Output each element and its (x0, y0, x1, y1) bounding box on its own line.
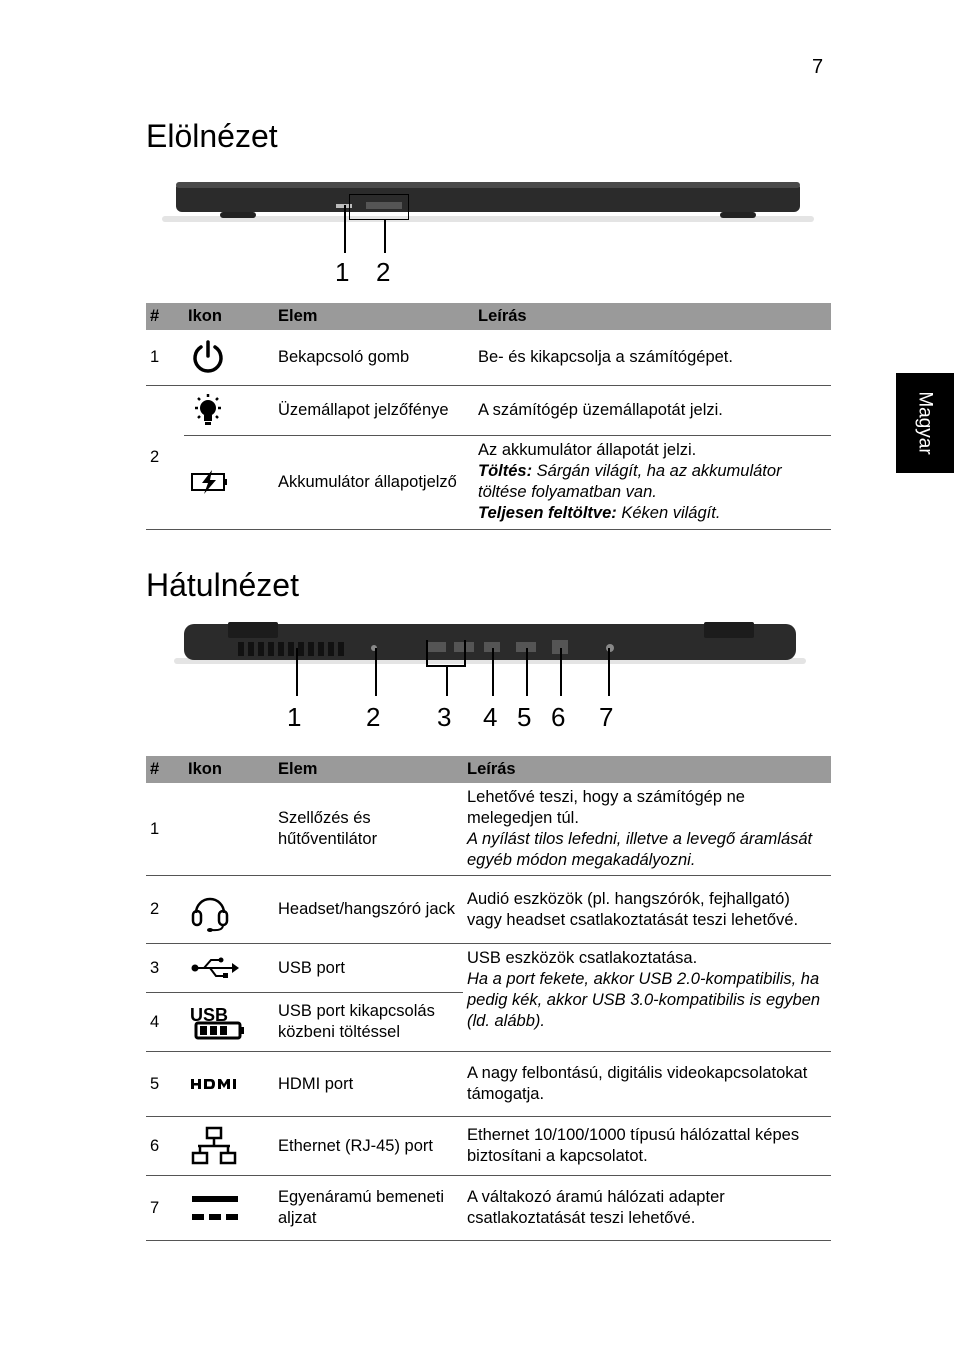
row-desc: Be- és kikapcsolja a számítógépet. (474, 330, 831, 385)
row-desc: Az akkumulátor állapotát jelzi. (478, 441, 697, 459)
front-table (146, 303, 831, 530)
row-num: 4 (146, 993, 184, 1052)
front-table-header (146, 303, 831, 330)
rear-callout-line-3b (464, 640, 466, 666)
row-num: 1 (146, 783, 184, 876)
charging-label: Töltés: (478, 462, 533, 480)
header-icon: Ikon (184, 756, 274, 783)
table-row (146, 1117, 831, 1176)
front-callout-line-2 (384, 219, 386, 253)
rear-callout-3: 3 (437, 702, 452, 732)
table-row (146, 385, 831, 435)
header-icon: Ikon (184, 303, 274, 330)
row-num: 5 (146, 1052, 184, 1117)
row-desc: Audió eszközök (pl. hangszórók, fejhallgató) vagy headset csatlakoztatását teszi lehetővé. (463, 876, 831, 944)
row-num: 2 (146, 385, 184, 529)
rear-callout-line-1 (296, 648, 298, 696)
header-item: Elem (274, 756, 463, 783)
rear-callout-line-6 (560, 648, 562, 696)
row-num: 2 (146, 876, 184, 944)
table-row (146, 876, 831, 944)
rear-callout-line-7 (608, 648, 610, 696)
table-row (146, 1176, 831, 1241)
row-item: Akkumulátor állapotjelző (274, 435, 474, 529)
table-row (146, 783, 831, 876)
row-item: USB port kikapcsolás közbeni töltéssel (274, 993, 463, 1052)
language-tab (896, 373, 954, 473)
header-item: Elem (274, 303, 474, 330)
row-desc: USB eszközök csatlakoztatása. (467, 949, 698, 967)
row-item: Bekapcsoló gomb (274, 330, 474, 385)
row-desc: Ethernet 10/100/1000 típusú hálózattal képes biztosítani a kapcsolatot. (463, 1117, 831, 1176)
rear-callout-4: 4 (483, 702, 498, 732)
laptop-front-image (160, 178, 820, 226)
full-text: Kéken világít. (616, 504, 721, 522)
row-item: Ethernet (RJ-45) port (274, 1117, 463, 1176)
battery-charge-icon (190, 468, 230, 496)
rear-callout-7: 7 (599, 702, 614, 732)
row-item: USB port (274, 944, 463, 993)
table-row (146, 944, 831, 993)
rear-callout-5: 5 (517, 702, 532, 732)
hdmi-icon (190, 1076, 242, 1092)
row-item: Egyenáramú bemeneti aljzat (274, 1176, 463, 1241)
charging-text: Sárgán világít, ha az akkumulátor töltése folyamatban van. (478, 462, 782, 501)
rear-callout-line-2 (375, 648, 377, 696)
table-row (146, 330, 831, 385)
row-desc-note: A nyílást tilos lefedni, illetve a levegő áramlását egyéb módon megakadályozni. (467, 830, 813, 869)
rear-view-title: Hátulnézet (146, 567, 299, 603)
rear-table-header (146, 756, 831, 783)
row-desc: Lehetővé teszi, hogy a számítógép ne melegedjen túl. (467, 788, 745, 827)
svg-text:USB: USB (190, 1005, 229, 1025)
row-num: 6 (146, 1117, 184, 1176)
headset-icon (190, 887, 230, 933)
language-tab-label: Magyar (915, 391, 937, 455)
row-desc: A nagy felbontású, digitális videokapcsolatokat támogatja. (463, 1052, 831, 1117)
row-item: Üzemállapot jelzőfénye (274, 385, 474, 435)
rear-callout-2: 2 (366, 702, 381, 732)
usb-charge-icon (190, 1004, 246, 1040)
usb-icon (190, 956, 240, 980)
rear-callout-1: 1 (287, 702, 302, 732)
row-desc: A váltakozó áramú hálózati adapter csatlakoztatását teszi lehetővé. (463, 1176, 831, 1241)
row-item: HDMI port (274, 1052, 463, 1117)
front-view-title: Elölnézet (146, 118, 278, 154)
light-bulb-icon (190, 392, 226, 428)
front-callout-2: 2 (376, 257, 391, 287)
header-desc: Leírás (474, 303, 831, 330)
front-callout-line-1 (344, 205, 346, 253)
full-label: Teljesen feltöltve: (478, 504, 617, 522)
rear-callout-6: 6 (551, 702, 566, 732)
row-item: Headset/hangszóró jack (274, 876, 463, 944)
table-row (146, 1052, 831, 1117)
rear-callout-line-4 (492, 648, 494, 696)
front-callout-box (349, 194, 409, 220)
page-number: 7 (812, 56, 824, 78)
row-desc: A számítógép üzemállapotát jelzi. (474, 385, 831, 435)
dc-in-icon (190, 1191, 240, 1225)
rear-callout-line-3 (446, 665, 448, 696)
power-icon (190, 339, 226, 375)
row-num: 1 (146, 330, 184, 385)
rear-callout-line-3a (426, 640, 428, 666)
row-desc-note: Ha a port fekete, akkor USB 2.0-kompatibilis, ha pedig kék, akkor USB 3.0-kompatibilis is egyben (ld. alább). (467, 970, 821, 1030)
header-num: # (146, 756, 184, 783)
row-num: 7 (146, 1176, 184, 1241)
row-item: Szellőzés és hűtőventilátor (274, 783, 463, 876)
ethernet-icon (190, 1126, 238, 1166)
header-num: # (146, 303, 184, 330)
front-callout-1: 1 (335, 257, 350, 287)
table-row (146, 435, 831, 529)
header-desc: Leírás (463, 756, 831, 783)
rear-table (146, 756, 831, 1241)
rear-callout-line-5 (526, 648, 528, 696)
row-num: 3 (146, 944, 184, 993)
